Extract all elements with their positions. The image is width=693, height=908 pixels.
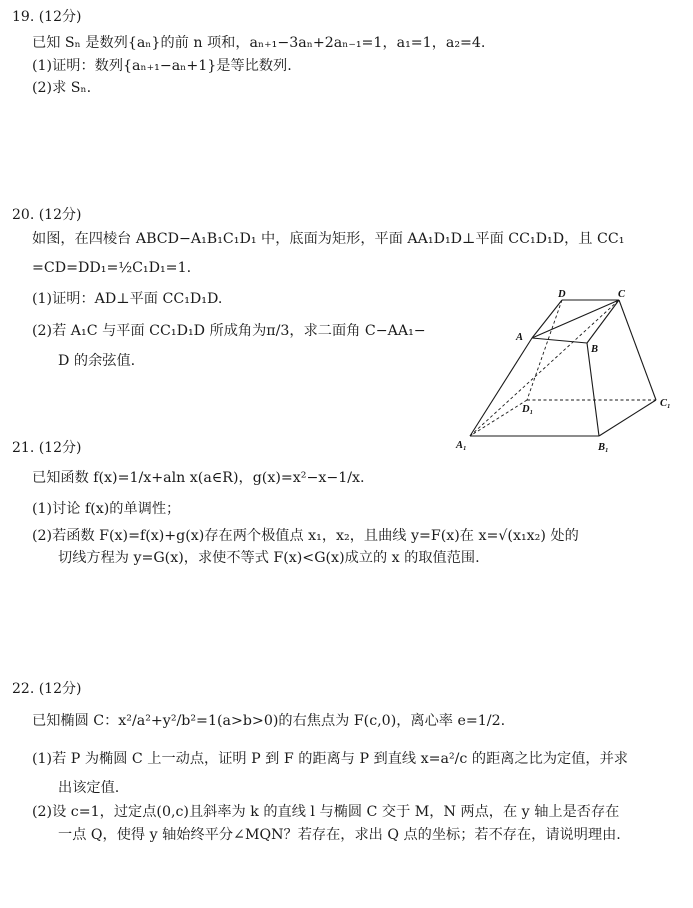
edge-b1c1 — [599, 400, 656, 436]
edge-ad — [532, 300, 562, 338]
problem-20-statement-line-1: 如图，在四棱台 ABCD−A₁B₁C₁D₁ 中，底面为矩形，平面 AA₁D₁D⊥平面 CC₁D₁D，且 CC₁ — [32, 231, 625, 247]
label-a: A — [516, 332, 524, 343]
problem-20-header: 20. (12分) — [12, 207, 82, 223]
label-a1: A₁ — [456, 440, 467, 451]
label-b: B — [591, 344, 599, 355]
problem-22-part-1-line-1: (1)若 P 为椭圆 C 上一动点，证明 P 到 F 的距离与 P 到直线 x=a²/c 的距离之比为定值，并求 — [32, 751, 628, 767]
edge-cc1 — [619, 300, 656, 400]
problem-20-part-2-line-2: D 的余弦值. — [58, 353, 136, 369]
label-d1: D₁ — [522, 404, 534, 415]
edge-dd1-hidden — [527, 300, 562, 400]
edge-d1a1-hidden — [470, 400, 527, 436]
problem-21-part-2-line-2: 切线方程为 y=G(x)，求使不等式 F(x)<G(x)成立的 x 的取值范围. — [58, 550, 480, 566]
problem-20-part-2-line-1: (2)若 A₁C 与平面 CC₁D₁D 所成角为π/3，求二面角 C−AA₁− — [32, 323, 426, 339]
problem-20-statement-line-2: =CD=DD₁=½C₁D₁=1. — [32, 260, 192, 276]
label-c1: C₁ — [660, 398, 671, 409]
problem-21-header: 21. (12分) — [12, 440, 82, 456]
problem-19-header: 19. (12分) — [12, 9, 82, 25]
edge-ac — [532, 300, 619, 338]
label-c: C — [618, 289, 626, 300]
frustum-figure — [452, 288, 688, 454]
label-d: D — [558, 289, 566, 300]
edge-ab — [532, 338, 587, 343]
edge-bb1 — [587, 343, 599, 436]
problem-22-statement: 已知椭圆 C：x²/a²+y²/b²=1(a>b>0)的右焦点为 F(c,0)，离心率 e=1/2. — [32, 713, 506, 729]
problem-21-part-2-line-1: (2)若函数 F(x)=f(x)+g(x)存在两个极值点 x₁，x₂，且曲线 y=F(x)在 x=√(x₁x₂) 处的 — [32, 528, 579, 544]
problem-22-part-2-line-2: 一点 Q，使得 y 轴始终平分∠MQN？若存在，求出 Q 点的坐标；若不存在，请说明理由. — [58, 827, 621, 843]
problem-22-header: 22. (12分) — [12, 681, 82, 697]
problem-19-part-1: (1)证明：数列{aₙ₊₁−aₙ+1}是等比数列. — [32, 58, 292, 74]
problem-21-statement: 已知函数 f(x)=1/x+aln x(a∈R)，g(x)=x²−x−1/x. — [32, 470, 365, 486]
problem-22-part-1-line-2: 出该定值. — [58, 780, 120, 796]
problem-19-statement: 已知 Sₙ 是数列{aₙ}的前 n 项和，aₙ₊₁−3aₙ+2aₙ₋₁=1，a₁=1，a₂=4. — [32, 35, 486, 51]
problem-21-part-1: (1)讨论 f(x)的单调性； — [32, 501, 181, 517]
label-b1: B₁ — [598, 442, 609, 453]
problem-19-part-2: (2)求 Sₙ. — [32, 80, 92, 96]
edge-aa1 — [470, 338, 532, 436]
problem-20-part-1: (1)证明：AD⊥平面 CC₁D₁D. — [32, 291, 223, 307]
problem-22-part-2-line-1: (2)设 c=1，过定点(0,c)且斜率为 k 的直线 l 与椭圆 C 交于 M，N 两点，在 y 轴上是否存在 — [32, 804, 620, 820]
